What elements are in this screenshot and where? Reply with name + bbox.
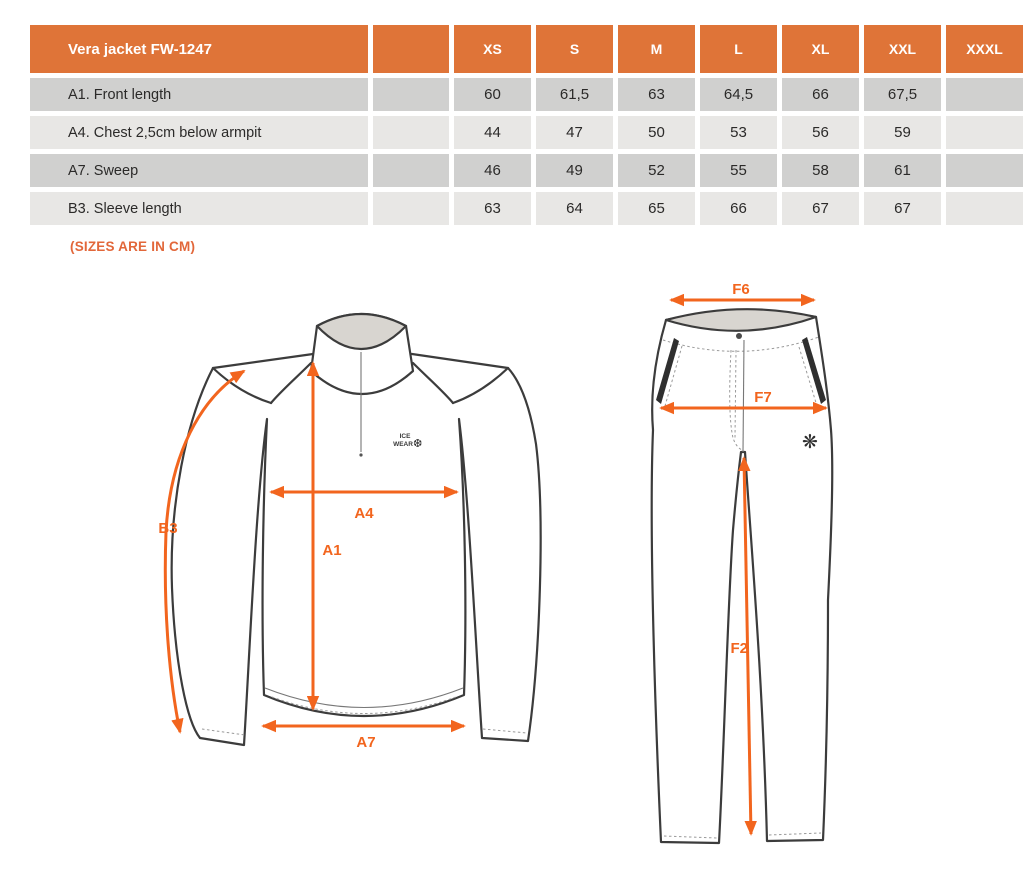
measurement-label-b3: B3 <box>158 520 178 537</box>
spacer-cell <box>373 192 449 225</box>
units-note: (SIZES ARE IN CM) <box>70 239 196 254</box>
logo-text-line2: WEAR <box>393 441 413 448</box>
size-value-cell: 56 <box>782 116 859 149</box>
snowflake-icon: ❆ <box>413 437 423 450</box>
size-value-cell: 63 <box>618 78 695 111</box>
table-row <box>30 78 1023 111</box>
size-column-header: L <box>700 25 777 73</box>
pants-body-outline <box>652 311 833 843</box>
logo-text-line1: ICE <box>399 433 411 440</box>
size-column-header: XXL <box>864 25 941 73</box>
measurement-label-cell: A7. Sweep <box>30 154 368 187</box>
size-table <box>25 20 1028 230</box>
size-value-cell: 66 <box>700 192 777 225</box>
table-row <box>30 192 1023 225</box>
size-value-cell: 52 <box>618 154 695 187</box>
pants-diagram <box>610 275 860 870</box>
spacer-cell <box>373 116 449 149</box>
header-spacer-cell <box>373 25 449 73</box>
size-value-cell: 49 <box>536 154 613 187</box>
size-value-cell <box>946 192 1023 225</box>
measurement-label-a4: A4 <box>354 505 374 522</box>
size-value-cell <box>946 78 1023 111</box>
size-column-header: XL <box>782 25 859 73</box>
size-value-cell: 67,5 <box>864 78 941 111</box>
measurement-label-f2: F2 <box>730 640 748 657</box>
measurement-label-cell: A4. Chest 2,5cm below armpit <box>30 116 368 149</box>
size-value-cell: 60 <box>454 78 531 111</box>
size-value-cell: 66 <box>782 78 859 111</box>
size-value-cell: 53 <box>700 116 777 149</box>
measurement-label-cell: B3. Sleeve length <box>30 192 368 225</box>
table-row <box>30 154 1023 187</box>
table-row <box>30 116 1023 149</box>
size-column-header: XS <box>454 25 531 73</box>
spacer-cell <box>373 154 449 187</box>
size-value-cell: 59 <box>864 116 941 149</box>
size-value-cell: 64,5 <box>700 78 777 111</box>
size-value-cell: 55 <box>700 154 777 187</box>
jacket-body-outline <box>172 354 541 745</box>
measurement-label-f7: F7 <box>754 389 772 406</box>
jacket-diagram <box>130 290 550 770</box>
size-value-cell: 63 <box>454 192 531 225</box>
size-value-cell: 65 <box>618 192 695 225</box>
spacer-cell <box>373 78 449 111</box>
size-column-header: S <box>536 25 613 73</box>
size-value-cell: 64 <box>536 192 613 225</box>
table-header-row <box>30 25 1023 73</box>
waist-button <box>736 333 742 339</box>
product-title: Vera jacket FW-1247 <box>30 25 368 73</box>
zipper-pull <box>359 453 362 456</box>
size-value-cell: 58 <box>782 154 859 187</box>
size-value-cell: 47 <box>536 116 613 149</box>
size-value-cell: 67 <box>782 192 859 225</box>
pants-outline <box>652 309 833 843</box>
measurement-label-cell: A1. Front length <box>30 78 368 111</box>
size-value-cell <box>946 154 1023 187</box>
size-value-cell: 44 <box>454 116 531 149</box>
size-value-cell: 67 <box>864 192 941 225</box>
measurement-label-a7: A7 <box>356 734 376 751</box>
jacket-outline <box>172 314 541 745</box>
size-value-cell: 61,5 <box>536 78 613 111</box>
size-value-cell: 46 <box>454 154 531 187</box>
size-column-header: M <box>618 25 695 73</box>
size-value-cell: 61 <box>864 154 941 187</box>
size-column-header: XXXL <box>946 25 1023 73</box>
snowflake-icon: ❋ <box>802 431 818 453</box>
size-value-cell: 50 <box>618 116 695 149</box>
size-value-cell <box>946 116 1023 149</box>
measurement-label-f6: F6 <box>732 281 750 298</box>
measurement-label-a1: A1 <box>322 542 342 559</box>
